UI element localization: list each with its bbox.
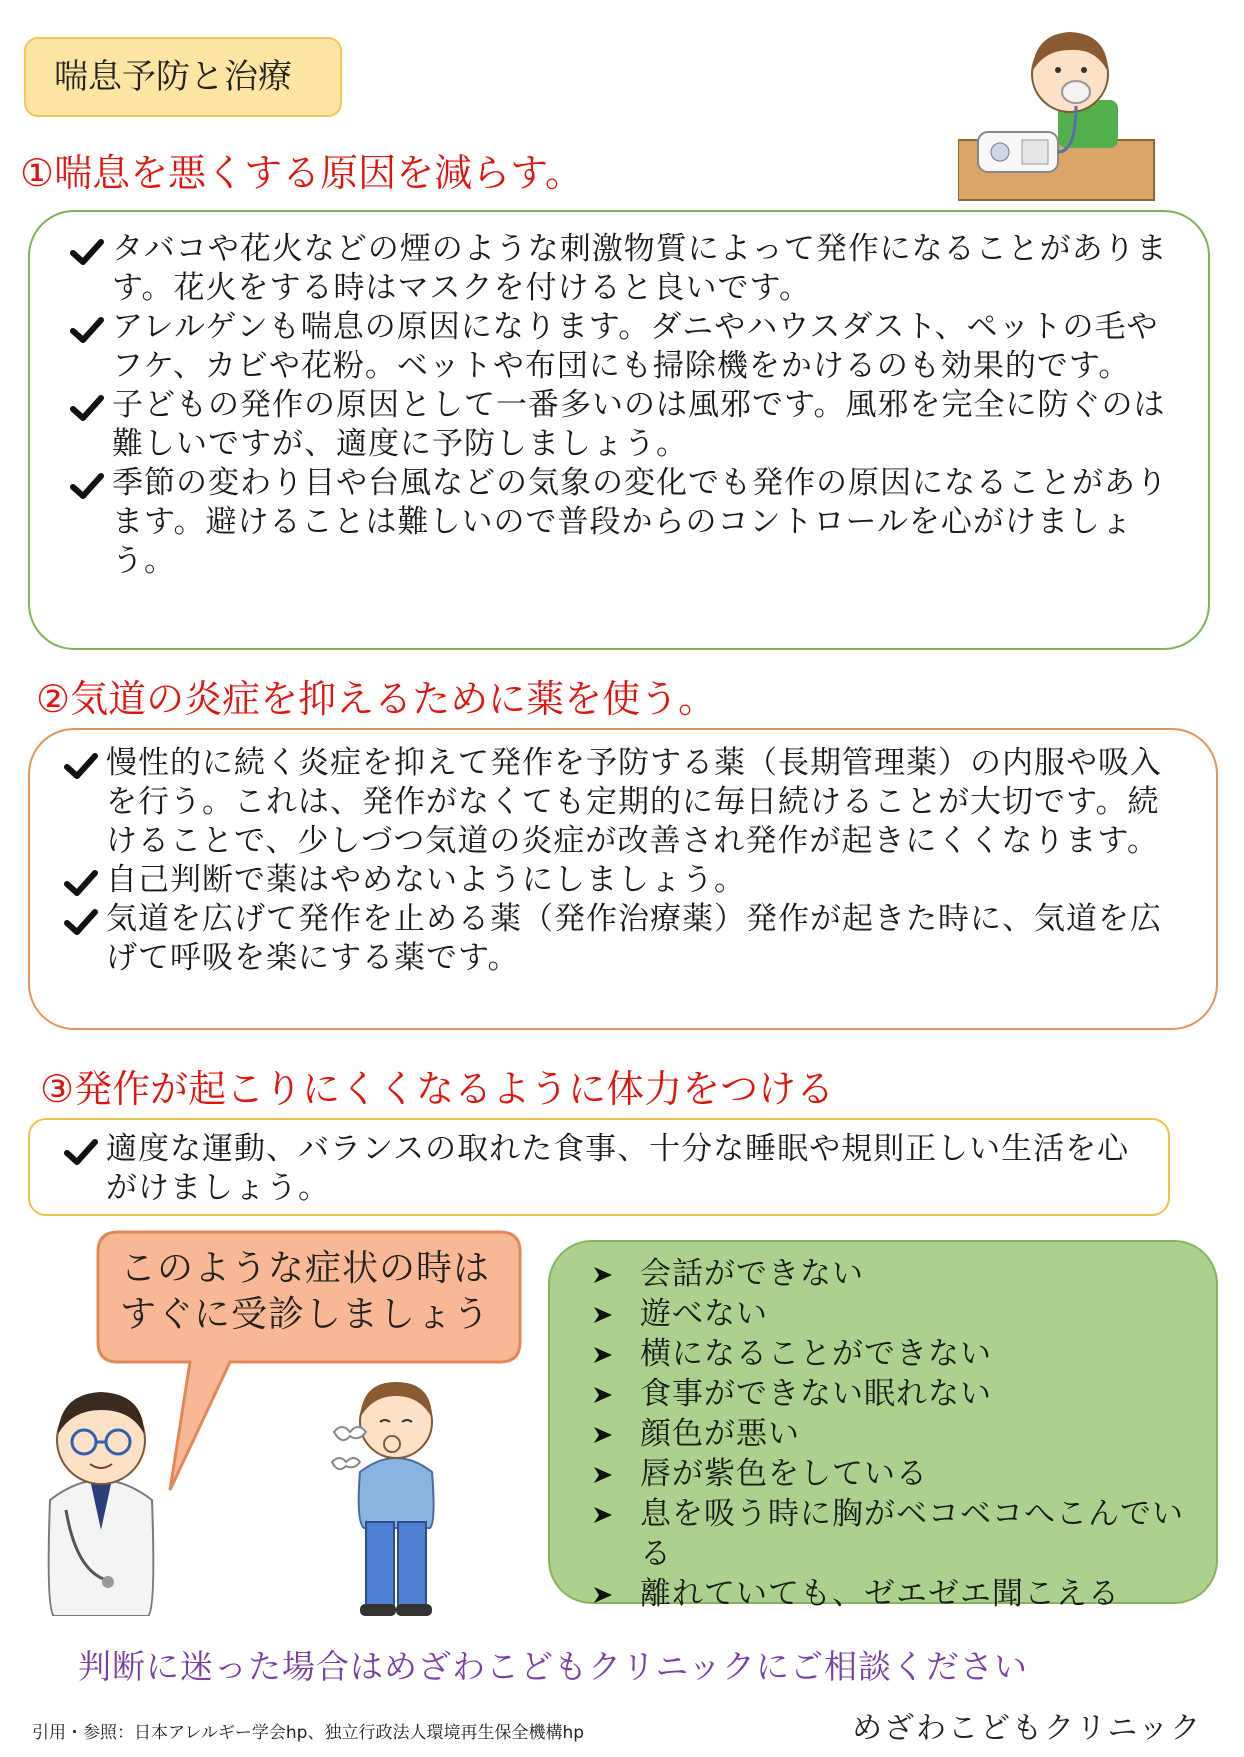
symptom-item [592, 1374, 1196, 1414]
bubble-text [120, 1246, 520, 1338]
bubble-line-1: このような症状の時は [120, 1248, 491, 1289]
check-icon [64, 1136, 98, 1166]
symptom-item [592, 1294, 1196, 1334]
arrowhead-icon [592, 1465, 614, 1485]
symptom-text: 離れていても、ゼエゼエ聞こえる [640, 1576, 1120, 1612]
symptom-text: 息を吸う時に胸がベコベコへこんでいる [640, 1496, 1184, 1572]
arrowhead-icon [592, 1425, 614, 1445]
page-title: 喘息予防と治療 [24, 37, 342, 117]
citation: 引用・参照：日本アレルギー学会hp、独立行政法人環境再生保全機構hp [32, 1723, 585, 1743]
arrowhead-icon [592, 1585, 614, 1605]
check-icon [64, 867, 98, 897]
item-text: 自己判断で薬はやめないようにしましょう。 [106, 862, 746, 898]
item-text: 気道を広げて発作を止める薬（発作治療薬）発作が起きた時に、気道を広げて呼吸を楽にする薬です。 [106, 901, 1162, 976]
section-3-panel [28, 1118, 1170, 1216]
item-text: タバコや花火などの煙のような刺激物質によって発作になることがあります。花火をする時はマスクを付けると良いです。 [112, 231, 1168, 306]
item-text: 季節の変わり目や台風などの気象の変化でも発作の原因になることがあります。避けることは難しいので普段からのコントロールを心がけましょう。 [112, 465, 1168, 579]
symptom-item [592, 1334, 1196, 1374]
arrowhead-icon [592, 1385, 614, 1405]
list-item [64, 900, 1190, 978]
symptom-item [592, 1454, 1196, 1494]
symptom-item [592, 1574, 1196, 1614]
list-item [70, 230, 1178, 308]
symptom-text: 横になることができない [640, 1336, 992, 1372]
section-1-panel [28, 210, 1210, 650]
symptom-text: 食事ができない眠れない [640, 1376, 992, 1412]
check-icon [70, 470, 104, 500]
check-icon [70, 392, 104, 422]
check-icon [70, 314, 104, 344]
doctor-illustration [36, 1380, 166, 1616]
item-text: 慢性的に続く炎症を抑えて発作を予防する薬（長期管理薬）の内服や吸入を行う。これは、発作がなくても定期的に毎日続けることが大切です。続けることで、少しづつ気道の炎症が改善され発作が起きにくくなります。 [106, 745, 1162, 859]
list-item [70, 308, 1178, 386]
item-text: 適度な運動、バランスの取れた食事、十分な睡眠や規則正しい生活を心がけましょう。 [106, 1131, 1130, 1206]
list-item [64, 861, 1190, 900]
arrowhead-icon [592, 1305, 614, 1325]
section-heading-2: ②気道の炎症を抑えるために薬を使う。 [36, 677, 717, 721]
list-item [70, 464, 1178, 581]
symptom-text: 唇が紫色をしている [640, 1456, 928, 1492]
arrowhead-icon [592, 1345, 614, 1365]
nebulizer-child-illustration [958, 22, 1158, 202]
list-item [64, 744, 1190, 861]
symptoms-panel [548, 1240, 1218, 1612]
arrowhead-icon [592, 1265, 614, 1285]
arrowhead-icon [592, 1505, 614, 1525]
section-heading-1: ①喘息を悪くする原因を減らす。 [20, 151, 584, 195]
coughing-child-illustration [330, 1372, 462, 1620]
symptom-item [592, 1494, 1196, 1574]
check-icon [64, 750, 98, 780]
item-text: アレルゲンも喘息の原因になります。ダニやハウスダスト、ペットの毛やフケ、カビや花粉。ベットや布団にも掃除機をかけるのも効果的です。 [112, 309, 1159, 384]
check-icon [70, 236, 104, 266]
consult-note: 判断に迷った場合はめざわこどもクリニックにご相談ください [78, 1647, 1029, 1686]
symptom-item [592, 1414, 1196, 1454]
symptom-item [592, 1254, 1196, 1294]
clinic-name: めざわこどもクリニック [852, 1711, 1203, 1746]
symptom-text: 会話ができない [640, 1256, 864, 1292]
list-item [70, 386, 1178, 464]
symptom-text: 顔色が悪い [640, 1416, 800, 1452]
section-2-panel [28, 728, 1218, 1030]
symptom-text: 遊べない [640, 1296, 768, 1332]
bubble-line-2: すぐに受診しましょう [120, 1294, 491, 1335]
section-heading-3: ③発作が起こりにくくなるように体力をつける [40, 1067, 835, 1111]
list-item [64, 1130, 1142, 1208]
item-text: 子どもの発作の原因として一番多いのは風邪です。風邪を完全に防ぐのは難しいですが、適度に予防しましょう。 [112, 387, 1166, 462]
check-icon [64, 906, 98, 936]
